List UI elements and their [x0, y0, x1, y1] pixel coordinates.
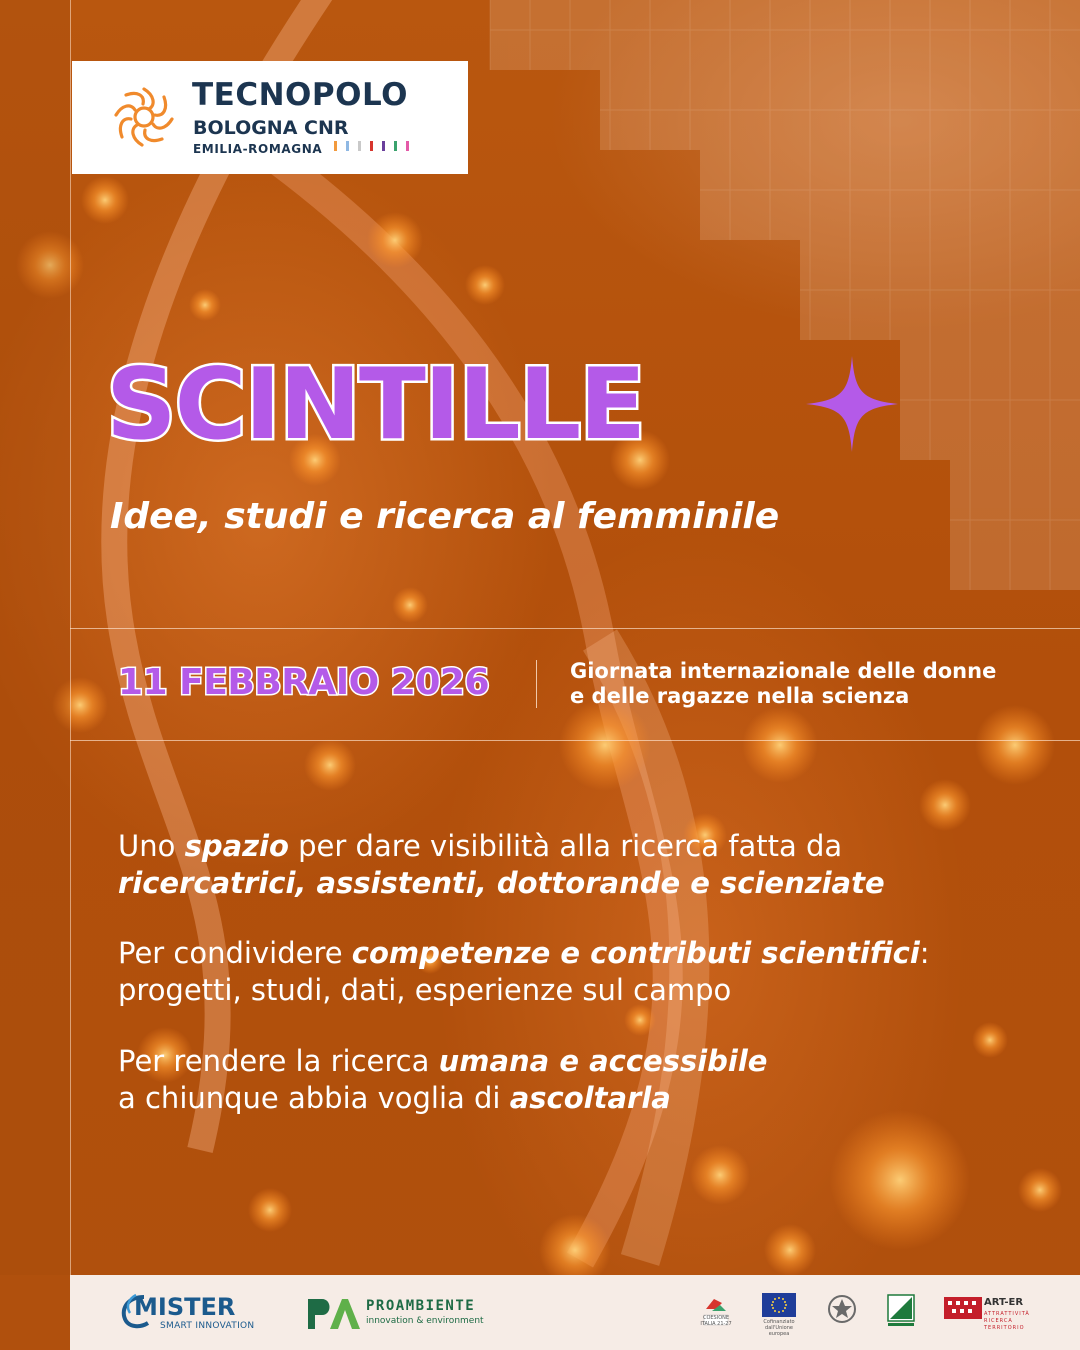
p1-emphasis-b: spazio [184, 829, 289, 863]
art-er-subtitle: ATTRATTIVITÀ RICERCA TERRITORIO [984, 1311, 1030, 1331]
p2-text-c: : [919, 936, 930, 970]
event-title: SCINTILLE [106, 348, 645, 462]
logo-color-bar [406, 141, 409, 151]
italian-republic-emblem-icon [826, 1293, 858, 1329]
divider-top [70, 628, 1080, 629]
international-day-description [570, 659, 1060, 709]
logo-color-bar [334, 141, 337, 151]
logo-color-bars [334, 141, 424, 153]
coesione-label: COESIONE ITALIA 21-27 [700, 1315, 732, 1327]
proambiente-logo-text: PROAMBIENTE [366, 1298, 476, 1314]
event-date: 11 FEBBRAIO 2026 [118, 662, 490, 703]
art-er-label: ART-ER [984, 1297, 1024, 1308]
emilia-romagna-region-icon [886, 1293, 916, 1329]
eu-cofunded-label: Cofinanziato dall'Unione europea [763, 1319, 795, 1337]
logo-region: EMILIA-ROMAGNA [193, 142, 323, 156]
tecnopolo-logo [72, 61, 468, 174]
p1-text-c: per dare visibilità alla ricerca fatta da [288, 829, 843, 863]
p2-text-d: progetti, studi, dati, esperienze sul campo [118, 973, 732, 1007]
logo-color-bar [394, 141, 397, 151]
logo-color-bar [382, 141, 385, 151]
logo-color-bar [346, 141, 349, 151]
p3-text-c: a chiunque abbia voglia di [118, 1081, 510, 1115]
proambiente-logo-subtitle: innovation & environment [366, 1316, 484, 1326]
logo-color-bar [358, 141, 361, 151]
date-separator [536, 660, 537, 708]
p2-text-a: Per condividere [118, 936, 352, 970]
mister-logo-subtitle: SMART INNOVATION [160, 1321, 255, 1331]
eu-flag-icon [762, 1293, 796, 1317]
sparkle-icon [806, 356, 898, 452]
p3-emphasis-b: umana e accessibile [438, 1044, 768, 1078]
vertical-guide-line [70, 0, 71, 1275]
day-description-line1: Giornata internazionale delle donne [570, 659, 997, 683]
p3-emphasis-d: ascoltarla [509, 1081, 671, 1115]
logo-title: TECNOPOLO [192, 77, 408, 113]
p1-text-a: Uno [118, 829, 185, 863]
paragraph-1 [118, 828, 1018, 902]
logo-subtitle: BOLOGNA CNR [193, 117, 349, 139]
sponsor-footer [70, 1275, 1080, 1350]
tecnopolo-swirl-icon [108, 81, 180, 153]
left-margin-strip [0, 0, 70, 1275]
paragraph-2 [118, 935, 1018, 1009]
art-er-logo-icon [944, 1293, 982, 1323]
paragraph-3 [118, 1043, 1018, 1117]
p3-text-a: Per rendere la ricerca [118, 1044, 439, 1078]
day-description-line2: e delle ragazze nella scienza [570, 684, 910, 708]
logo-color-bar [370, 141, 373, 151]
pa-logo-icon [306, 1295, 362, 1331]
p2-emphasis-b: competenze e contributi scientifici [351, 936, 920, 970]
divider-bottom [70, 740, 1080, 741]
event-subtitle: Idee, studi e ricerca al femminile [110, 496, 780, 537]
mister-logo-text: MISTER [134, 1293, 236, 1321]
p1-emphasis-d: ricercatrici, assistenti, dottorande e scienziate [118, 866, 885, 900]
